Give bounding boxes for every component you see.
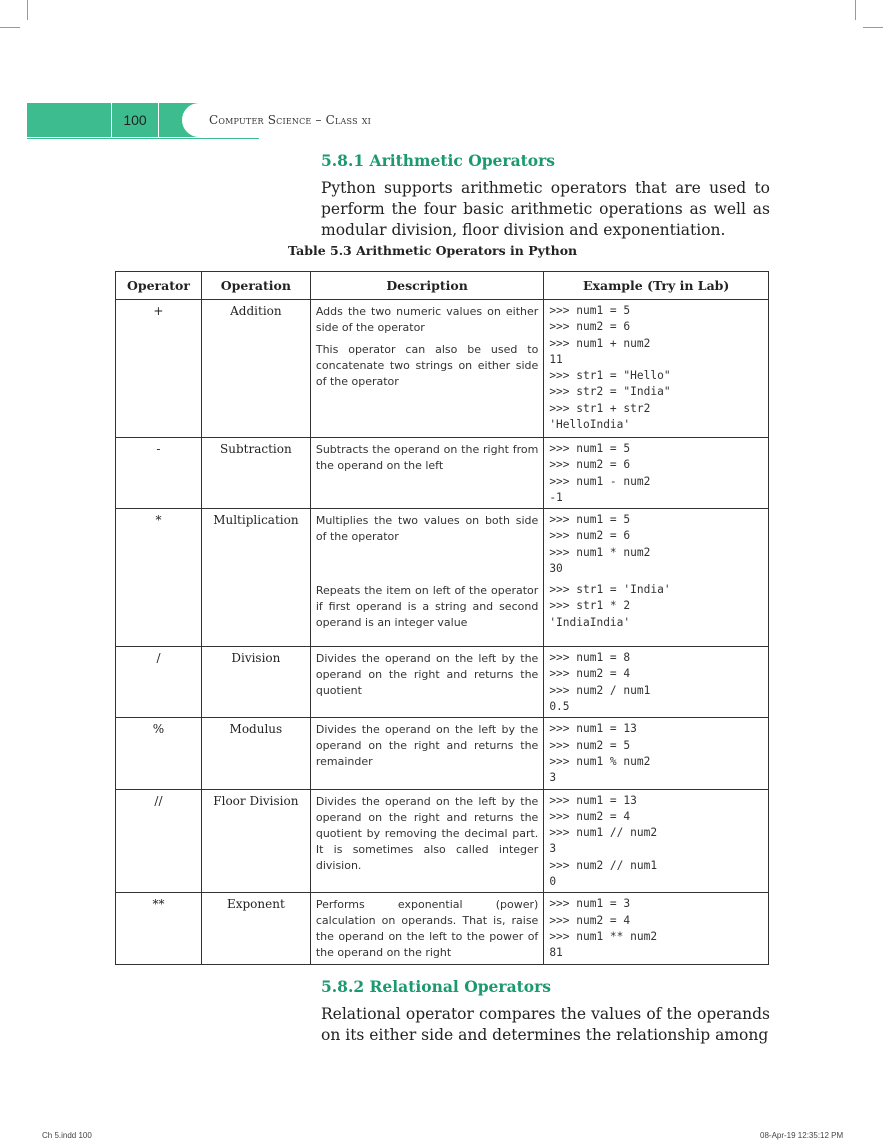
section-title-arithmetic: 5.8.1 Arithmetic Operators bbox=[321, 151, 555, 170]
crop-mark bbox=[855, 0, 856, 20]
cell-operation: Modulus bbox=[201, 718, 310, 789]
cell-description bbox=[310, 300, 543, 438]
cell-operation: Floor Division bbox=[201, 789, 310, 893]
cell-description bbox=[310, 893, 543, 964]
cell-description bbox=[310, 718, 543, 789]
cell-example: >>> num1 = 3 >>> num2 = 4 >>> num1 ** num2 81 bbox=[544, 893, 769, 964]
cell-example: >>> num1 = 13 >>> num2 = 5 >>> num1 % num2 3 bbox=[544, 718, 769, 789]
table-header-row bbox=[116, 272, 769, 300]
cell-description bbox=[310, 509, 543, 647]
section-title-relational: 5.8.2 Relational Operators bbox=[321, 977, 552, 996]
table-row bbox=[116, 718, 769, 789]
header-operation: Operation bbox=[201, 272, 310, 300]
header-example: Example (Try in Lab) bbox=[544, 272, 769, 300]
cell-operation: Addition bbox=[201, 300, 310, 438]
description-text: Divides the operand on the left by the operand on the right and returns the quotient by removing the decimal part. It is sometimes also called integer division. bbox=[315, 794, 539, 872]
cell-example: >>> num1 = 5 >>> num2 = 6 >>> num1 + num2 11 >>> str1 = "Hello" >>> str2 = "India" >>> str1 + str2 'HelloIndia' bbox=[544, 300, 769, 438]
table-row bbox=[116, 438, 769, 509]
cell-description bbox=[310, 647, 543, 718]
cell-example: >>> num1 = 8 >>> num2 = 4 >>> num2 / num1 0.5 bbox=[544, 647, 769, 718]
table-row bbox=[116, 647, 769, 718]
cell-example bbox=[544, 509, 769, 647]
description-text: Performs exponential (power) calculation on operands. That is, raise the operand on the left to the power of the operand on the right bbox=[315, 898, 539, 960]
footer-file-slug: Ch 5.indd 100 bbox=[42, 1131, 92, 1140]
cell-operator: + bbox=[116, 300, 202, 438]
cell-operator: ** bbox=[116, 893, 202, 964]
cell-operation: Division bbox=[201, 647, 310, 718]
header-rule bbox=[27, 138, 259, 139]
example-code: >>> str1 = 'India' >>> str1 * 2 'IndiaIndia' bbox=[549, 583, 671, 629]
table-row bbox=[116, 789, 769, 893]
section-intro-arithmetic: Python supports arithmetic operators that are used to perform the four basic arithmetic operations as well as modular division, floor division and exponentiation. bbox=[321, 179, 770, 239]
header-description: Description bbox=[310, 272, 543, 300]
cell-example: >>> num1 = 13 >>> num2 = 4 >>> num1 // num2 3 >>> num2 // num1 0 bbox=[544, 789, 769, 893]
cell-operator: - bbox=[116, 438, 202, 509]
cell-operation: Multiplication bbox=[201, 509, 310, 647]
description-text: Divides the operand on the left by the operand on the right and returns the remainder bbox=[315, 723, 539, 769]
description-text: Subtracts the operand on the right from the operand on the left bbox=[315, 443, 539, 472]
cell-operator: % bbox=[116, 718, 202, 789]
cell-operator: // bbox=[116, 789, 202, 893]
cell-operator: * bbox=[116, 509, 202, 647]
table-caption: Table 5.3 Arithmetic Operators in Python bbox=[288, 243, 578, 258]
table-row bbox=[116, 509, 769, 647]
operators-table bbox=[115, 271, 769, 965]
cell-operation: Exponent bbox=[201, 893, 310, 964]
description-text: Repeats the item on left of the operator if first operand is a string and second operand is an integer value bbox=[315, 584, 539, 630]
cell-operator: / bbox=[116, 647, 202, 718]
crop-mark bbox=[27, 0, 28, 20]
cell-operation: Subtraction bbox=[201, 438, 310, 509]
section-intro-relational: Relational operator compares the values of the operands on its either side and determines the relationship among bbox=[321, 1005, 770, 1044]
description-text: This operator can also be used to concatenate two strings on either side of the operator bbox=[315, 343, 539, 388]
header-band bbox=[27, 103, 111, 137]
table-row bbox=[116, 893, 769, 964]
crop-mark bbox=[0, 27, 20, 28]
page-number: 100 bbox=[112, 103, 158, 137]
cell-example: >>> num1 = 5 >>> num2 = 6 >>> num1 - num2 -1 bbox=[544, 438, 769, 509]
example-code: >>> num1 = 5 >>> num2 = 6 >>> num1 * num2 30 bbox=[549, 513, 651, 576]
description-text: Multiplies the two values on both side of the operator bbox=[315, 514, 539, 544]
description-text: Adds the two numeric values on either side of the operator bbox=[315, 305, 539, 334]
cell-description bbox=[310, 789, 543, 893]
description-text: Divides the operand on the left by the operand on the right and returns the quotient bbox=[315, 652, 539, 698]
footer-timestamp: 08-Apr-19 12:35:12 PM bbox=[760, 1131, 844, 1140]
table-row bbox=[116, 300, 769, 438]
running-head: Computer Science – Class xi bbox=[209, 113, 372, 127]
header-operator: Operator bbox=[116, 272, 202, 300]
cell-description bbox=[310, 438, 543, 509]
crop-mark bbox=[863, 27, 883, 28]
